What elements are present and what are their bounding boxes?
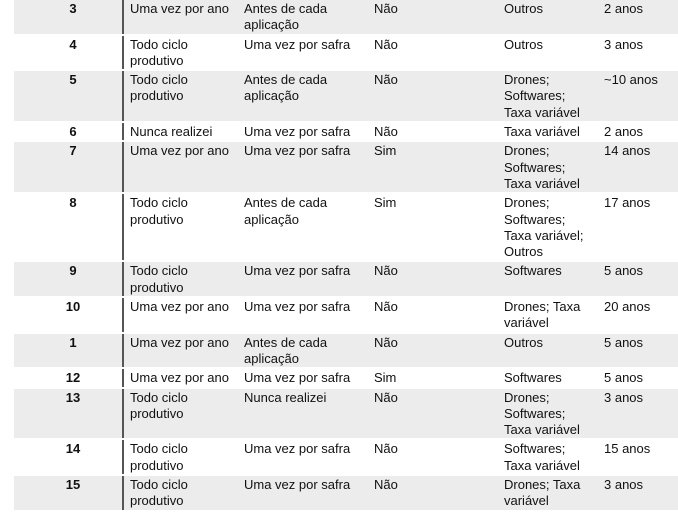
years-cell: 3 anos (600, 475, 678, 511)
years-cell: 2 anos (600, 0, 678, 35)
technology-cell: Taxa variável (500, 122, 600, 141)
technology-cell: Outros (500, 35, 600, 71)
frequency-cell: Todo ciclo produtivo (123, 388, 240, 440)
timing-cell: Uma vez por safra (240, 261, 370, 297)
technology-cell: Drones; Softwares; Taxa variável; Outros (500, 193, 600, 261)
table-row (14, 388, 678, 440)
respondent-id-cell: 12 (14, 368, 123, 387)
years-cell: ~10 anos (600, 70, 678, 122)
timing-cell: Uma vez por safra (240, 297, 370, 333)
years-cell: 14 anos (600, 141, 678, 193)
yes-no-cell: Não (370, 297, 500, 333)
years-cell: 5 anos (600, 261, 678, 297)
frequency-cell: Todo ciclo produtivo (123, 261, 240, 297)
technology-cell: Drones; Taxa variável (500, 475, 600, 511)
years-cell: 2 anos (600, 122, 678, 141)
technology-cell: Softwares; Taxa variável (500, 439, 600, 475)
yes-no-cell: Não (370, 122, 500, 141)
frequency-cell: Todo ciclo produtivo (123, 475, 240, 511)
timing-cell: Nunca realizei (240, 388, 370, 440)
survey-table (14, 0, 678, 512)
survey-table-body (14, 0, 678, 511)
technology-cell: Outros (500, 0, 600, 35)
technology-cell: Outros (500, 333, 600, 369)
timing-cell: Uma vez por safra (240, 439, 370, 475)
table-row (14, 475, 678, 511)
table-row (14, 368, 678, 387)
table-row (14, 261, 678, 297)
frequency-cell: Todo ciclo produtivo (123, 70, 240, 122)
technology-cell: Softwares (500, 368, 600, 387)
timing-cell: Uma vez por safra (240, 368, 370, 387)
yes-no-cell: Não (370, 261, 500, 297)
technology-cell: Drones; Softwares; Taxa variável (500, 141, 600, 193)
yes-no-cell: Não (370, 0, 500, 35)
table-row (14, 0, 678, 35)
timing-cell: Uma vez por safra (240, 122, 370, 141)
table-row (14, 297, 678, 333)
timing-cell: Antes de cada aplicação (240, 70, 370, 122)
yes-no-cell: Não (370, 35, 500, 71)
respondent-id-cell: 9 (14, 261, 123, 297)
frequency-cell: Todo ciclo produtivo (123, 193, 240, 261)
timing-cell: Uma vez por safra (240, 35, 370, 71)
years-cell: 15 anos (600, 439, 678, 475)
years-cell: 17 anos (600, 193, 678, 261)
table-row (14, 70, 678, 122)
timing-cell: Uma vez por safra (240, 141, 370, 193)
frequency-cell: Todo ciclo produtivo (123, 439, 240, 475)
frequency-cell: Uma vez por ano (123, 368, 240, 387)
respondent-id-cell: 5 (14, 70, 123, 122)
frequency-cell: Uma vez por ano (123, 297, 240, 333)
technology-cell: Drones; Softwares; Taxa variável (500, 388, 600, 440)
technology-cell: Softwares (500, 261, 600, 297)
respondent-id-cell: 3 (14, 0, 123, 35)
yes-no-cell: Sim (370, 141, 500, 193)
years-cell: 3 anos (600, 388, 678, 440)
frequency-cell: Nunca realizei (123, 122, 240, 141)
respondent-id-cell: 10 (14, 297, 123, 333)
respondent-id-cell: 8 (14, 193, 123, 261)
respondent-id-cell: 14 (14, 439, 123, 475)
frequency-cell: Uma vez por ano (123, 333, 240, 369)
frequency-cell: Uma vez por ano (123, 141, 240, 193)
timing-cell: Antes de cada aplicação (240, 193, 370, 261)
years-cell: 3 anos (600, 35, 678, 71)
frequency-cell: Uma vez por ano (123, 0, 240, 35)
years-cell: 5 anos (600, 368, 678, 387)
respondent-id-cell: 7 (14, 141, 123, 193)
yes-no-cell: Não (370, 333, 500, 369)
table-row (14, 439, 678, 475)
table-row (14, 35, 678, 71)
technology-cell: Drones; Taxa variável (500, 297, 600, 333)
table-row (14, 193, 678, 261)
respondent-id-cell: 6 (14, 122, 123, 141)
yes-no-cell: Sim (370, 193, 500, 261)
respondent-id-cell: 1 (14, 333, 123, 369)
years-cell: 20 anos (600, 297, 678, 333)
timing-cell: Uma vez por safra (240, 475, 370, 511)
table-row (14, 333, 678, 369)
technology-cell: Drones; Softwares; Taxa variável (500, 70, 600, 122)
timing-cell: Antes de cada aplicação (240, 333, 370, 369)
yes-no-cell: Não (370, 388, 500, 440)
yes-no-cell: Sim (370, 368, 500, 387)
table-row (14, 141, 678, 193)
respondent-id-cell: 4 (14, 35, 123, 71)
timing-cell: Antes de cada aplicação (240, 0, 370, 35)
yes-no-cell: Não (370, 70, 500, 122)
respondent-id-cell: 15 (14, 475, 123, 511)
years-cell: 5 anos (600, 333, 678, 369)
respondent-id-cell: 13 (14, 388, 123, 440)
frequency-cell: Todo ciclo produtivo (123, 35, 240, 71)
table-row (14, 122, 678, 141)
yes-no-cell: Não (370, 439, 500, 475)
yes-no-cell: Não (370, 475, 500, 511)
